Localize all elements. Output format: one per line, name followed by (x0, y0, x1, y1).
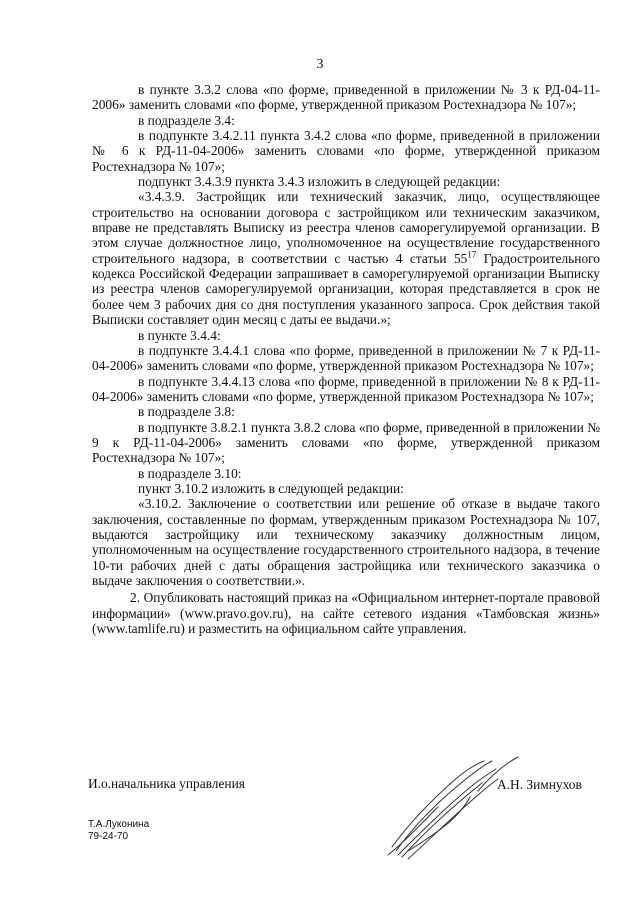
paragraph-3-8-2-1: в подпункте 3.8.2.1 пункта 3.8.2 слова «по форме, приведенной в приложении № 9 к РД-11-04-2006» заменить словами «по форме, утвержденной приказом Ростехнадзора № 107»; (92, 419, 600, 466)
paragraph-publish: 2. Опубликовать настоящий приказ на «Официальном интернет-портале правовой информации» (www.pravo.gov.ru), на сайте сетевого издания «Тамбовская жизнь» (www.tamlife.ru) и разместить на официальном сайте управления. (92, 590, 600, 637)
paragraph-3-10-2-text: «3.10.2. Заключение о соответствии или решение об отказе в выдаче такого заключения, составленные по формам, утвержденным приказом Ростехнадзора № 107, выдаются застройщику или техническому заказчику должностным лицом, уполномоченным на осуществление государственного строительного надзора, в течение 10-ти рабочих дней с даты обращения застройщика или технического заказчика о выдаче заключения о соответствии.». (92, 496, 600, 588)
paragraph-3-4-3-9-text (92, 189, 600, 327)
paragraph-3-4-4: в пункте 3.4.4: (138, 327, 221, 343)
signatory-name: А.Н. Зимнухов (497, 777, 582, 792)
paragraph-3-3-2: в пункте 3.3.2 слова «по форме, приведенной в приложении № 3 к РД-04-11-2006» заменить словами «по форме, утвержденной приказом Ростехнадзора № 107»; (92, 82, 600, 113)
paragraph-subsection-3-4: в подразделе 3.4: (138, 112, 235, 128)
document-body (92, 82, 600, 636)
paragraph-3-4-4-1: в подпункте 3.4.4.1 слова «по форме, приведенной в приложении № 7 к РД-11-04-2006» заменить словами «по форме, утвержденной приказом Ростехнадзора № 107»; (92, 342, 600, 374)
paragraph-3-4-3-9-part1: «3.4.3.9. Застройщик или технический заказчик, лицо, осуществляющее строительство на основании договора с застройщиком или техническим заказчиком, вправе не представлять Выписку из реестра членов саморегулируемой организации. В этом случае должностное лицо, уполномоченное на осуществление государственного строительного надзора, в соответствии с частью 4 статьи 55 (92, 189, 600, 266)
executor-phone: 79-24-70 (88, 831, 129, 842)
paragraph-3-4-3-9-intro: подпункт 3.4.3.9 пункта 3.4.3 изложить в следующей редакции: (138, 174, 501, 190)
paragraph-3-4-3-9-part2: Градостроительного кодекса Российской Федерации запрашивает в саморегулируемой организации Выписку из реестра членов саморегулируемой организации, которая представляется в срок не более чем 3 рабочих дня со дня поступления указанного запроса. Срок действия такой Выписки составляет один месяц с даты ее выдачи.»; (92, 250, 600, 328)
article-superscript: 17 (467, 249, 477, 260)
executor-name: Т.А.Луконина (88, 819, 150, 830)
paragraph-3-10-2-intro: пункт 3.10.2 изложить в следующей редакции: (138, 480, 404, 496)
executor-contact (88, 819, 149, 843)
paragraph-subsection-3-10: в подразделе 3.10: (138, 465, 242, 481)
paragraph-3-4-2-11: в подпункте 3.4.2.11 пункта 3.4.2 слова «по форме, приведенной в приложении № 6 к РД-11-04-2006» заменить словами «по форме, утвержденной приказом Ростехнадзора № 107»; (92, 128, 600, 174)
paragraph-subsection-3-8: в подразделе 3.8: (138, 404, 235, 420)
handwritten-signature (378, 755, 528, 865)
page-number: 3 (316, 57, 324, 72)
paragraph-3-4-4-13: в подпункте 3.4.4.13 слова «по форме, приведенной в приложении № 8 к РД-11-04-2006» заменить словами «по форме, утвержденной приказом Ростехнадзора № 107»; (92, 373, 600, 404)
signatory-position: И.о.начальника управления (88, 776, 245, 791)
